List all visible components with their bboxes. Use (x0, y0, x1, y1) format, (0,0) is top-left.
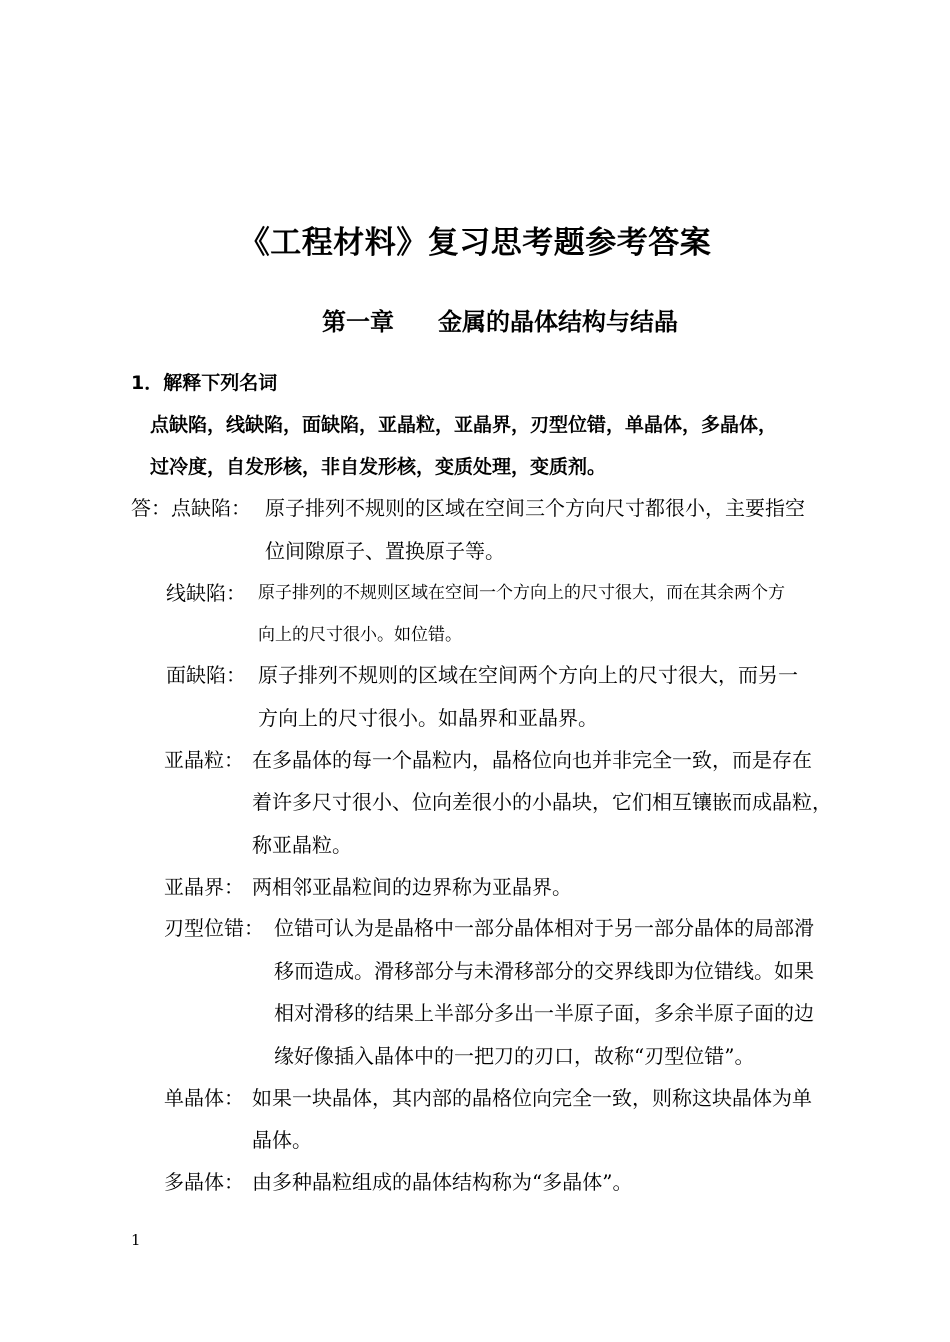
line-defect-text-2: 向上的尺寸很小。如位错。 (258, 625, 462, 645)
edge-dislocation-text-1: 位错可认为是晶格中一部分晶体相对于另一部分晶体的局部滑 (274, 916, 814, 940)
point-defect-text-2: 位间隙原子、置换原子等。 (265, 539, 505, 563)
subgrain-boundary-text-1: 两相邻亚晶粒间的边界称为亚晶界。 (252, 875, 572, 899)
chapter-number: 第一章 (322, 308, 394, 336)
polycrystal-text-1: 由多种晶粒组成的晶体结构称为“多晶体”。 (252, 1170, 633, 1194)
subgrain-label: 亚晶粒： (164, 748, 244, 772)
point-defect-text-1: 原子排列不规则的区域在空间三个方向尺寸都很小，主要指空 (265, 496, 805, 520)
single-crystal-text-2: 晶体。 (252, 1128, 312, 1152)
polycrystal-label: 多晶体： (164, 1170, 244, 1194)
chapter-name: 金属的晶体结构与结晶 (438, 308, 678, 336)
subgrain-text-3: 称亚晶粒。 (252, 833, 352, 857)
chapter-heading (0, 310, 950, 334)
line-defect-text-1: 原子排列的不规则区域在空间一个方向上的尺寸很大，而在其余两个方 (258, 583, 785, 603)
page-number: 1 (131, 1231, 141, 1249)
subgrain-boundary-label: 亚晶界： (164, 875, 244, 899)
single-crystal-label: 单晶体： (164, 1086, 244, 1110)
edge-dislocation-text-4: 缘好像插入晶体中的一把刀的刃口，故称“刃型位错”。 (274, 1044, 755, 1068)
edge-dislocation-label: 刃型位错： (164, 916, 264, 940)
line-defect-label: 线缺陷： (166, 581, 246, 605)
question-heading: 1．解释下列名词 (131, 372, 278, 394)
point-defect-label: 答：点缺陷： (131, 496, 251, 520)
plane-defect-label: 面缺陷： (166, 663, 246, 687)
terms-line-1: 点缺陷，线缺陷，面缺陷，亚晶粒，亚晶界，刃型位错，单晶体，多晶体， (150, 414, 778, 436)
document-title: 《工程材料》复习思考题参考答案 (238, 225, 712, 261)
subgrain-text-1: 在多晶体的每一个晶粒内，晶格位向也并非完全一致，而是存在 (252, 748, 812, 772)
terms-line-2: 过冷度，自发形核，非自发形核，变质处理，变质剂。 (150, 456, 607, 478)
plane-defect-text-2: 方向上的尺寸很小。如晶界和亚晶界。 (258, 706, 598, 730)
edge-dislocation-text-3: 相对滑移的结果上半部分多出一半原子面，多余半原子面的边 (274, 1001, 814, 1025)
single-crystal-text-1: 如果一块晶体，其内部的晶格位向完全一致，则称这块晶体为单 (252, 1086, 812, 1110)
plane-defect-text-1: 原子排列不规则的区域在空间两个方向上的尺寸很大，而另一 (258, 663, 798, 687)
subgrain-text-2: 着许多尺寸很小、位向差很小的小晶块，它们相互镶嵌而成晶粒， (252, 790, 832, 814)
edge-dislocation-text-2: 移而造成。滑移部分与未滑移部分的交界线即为位错线。如果 (274, 959, 814, 983)
